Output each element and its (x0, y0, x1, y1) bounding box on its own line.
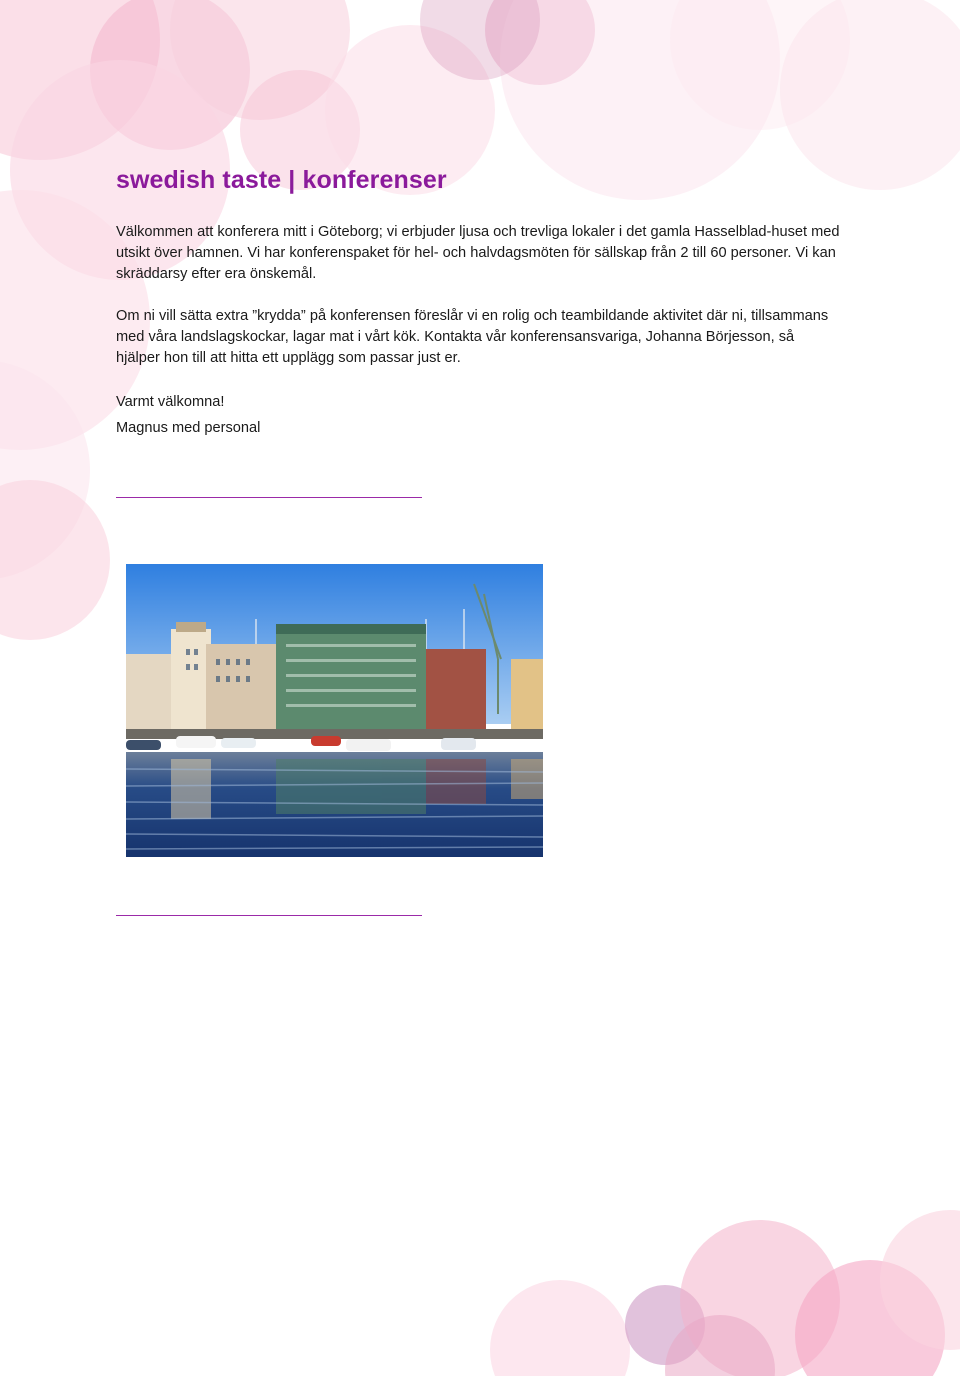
activity-paragraph: Om ni vill sätta extra ”krydda” på konferensen föreslår vi en rolig och teambildande aktivitet där ni, tillsammans med våra landslagskockar, lagar mat i vårt kök. Kontakta vår konferensansvariga, Johanna Börjesson, så hjälper hon till att hitta ett upplägg som passar just er. (116, 308, 829, 366)
divider-line-bottom (116, 915, 422, 916)
greeting-text: Varmt välkomna! (116, 394, 225, 410)
divider-line-top (116, 497, 422, 498)
page-title: swedish taste | konferenser (116, 166, 447, 194)
harbour-photo (126, 564, 543, 857)
signature-text: Magnus med personal (116, 420, 261, 436)
intro-paragraph: Välkommen att konferera mitt i Göteborg; vi erbjuder ljusa och trevliga lokaler i det gamla Hasselblad-huset med utsikt över hamnen. Vi har konferenspaket för hel- och halvdagsmöten för sällskap från 2 till 60 personer. Vi kan skräddarsy efter era önskemål. (116, 224, 840, 282)
